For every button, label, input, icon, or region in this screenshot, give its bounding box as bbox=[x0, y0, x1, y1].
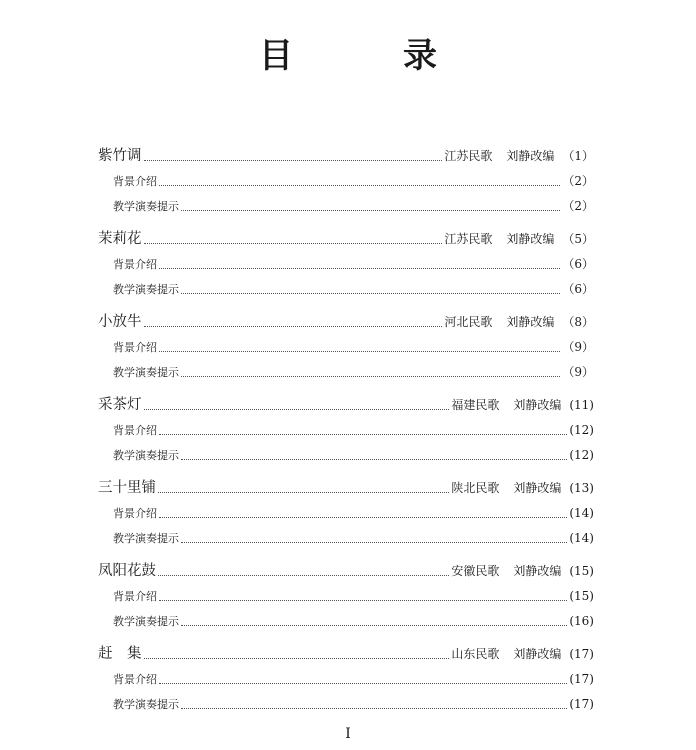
page-number: I bbox=[345, 726, 351, 742]
entry-page: (13) bbox=[569, 481, 594, 495]
leader-dots bbox=[159, 184, 560, 186]
subentry-label: 教学演奏提示 bbox=[113, 200, 179, 213]
toc-section bbox=[98, 310, 594, 385]
toc-section bbox=[98, 642, 594, 717]
leader-dots bbox=[181, 707, 567, 709]
toc-section bbox=[98, 393, 594, 468]
leader-dots bbox=[144, 325, 443, 327]
entry-source: 河北民歌 bbox=[444, 315, 493, 329]
entry-title: 紫竹调 bbox=[98, 148, 142, 164]
leader-dots bbox=[181, 375, 560, 377]
subentry-label: 教学演奏提示 bbox=[113, 366, 179, 379]
toc-subentry[interactable] bbox=[98, 252, 594, 277]
toc-subentry[interactable] bbox=[98, 335, 594, 360]
subentry-page: (12) bbox=[569, 448, 594, 462]
entry-title: 茉莉花 bbox=[98, 231, 142, 247]
entry-title: 小放牛 bbox=[98, 314, 142, 330]
subentry-page: (12) bbox=[569, 423, 594, 437]
toc-subentry[interactable] bbox=[98, 194, 594, 219]
toc-subentry[interactable] bbox=[98, 526, 594, 551]
subentry-page: (16) bbox=[569, 614, 594, 628]
leader-dots bbox=[144, 657, 450, 659]
entry-source: 江苏民歌 bbox=[444, 149, 493, 163]
entry-source: 江苏民歌 bbox=[444, 232, 493, 246]
entry-author: 刘静改编 bbox=[513, 398, 562, 412]
entry-title: 赶 集 bbox=[98, 646, 142, 662]
page-title bbox=[0, 28, 696, 77]
leader-dots bbox=[159, 267, 560, 269]
title-char-1: 目 bbox=[259, 36, 293, 76]
entry-author: 刘静改编 bbox=[506, 315, 555, 329]
subentry-label: 背景介绍 bbox=[113, 507, 157, 520]
entry-title: 凤阳花鼓 bbox=[98, 563, 156, 579]
entry-author: 刘静改编 bbox=[513, 481, 562, 495]
entry-author: 刘静改编 bbox=[506, 149, 555, 163]
entry-page: （1） bbox=[562, 149, 594, 163]
toc-subentry[interactable] bbox=[98, 418, 594, 443]
subentry-label: 教学演奏提示 bbox=[113, 698, 179, 711]
toc-subentry[interactable] bbox=[98, 360, 594, 385]
subentry-page: （2） bbox=[562, 199, 594, 213]
subentry-label: 教学演奏提示 bbox=[113, 532, 179, 545]
subentry-page: (15) bbox=[569, 589, 594, 603]
subentry-label: 教学演奏提示 bbox=[113, 283, 179, 296]
table-of-contents bbox=[98, 144, 594, 725]
subentry-label: 背景介绍 bbox=[113, 673, 157, 686]
entry-author: 刘静改编 bbox=[506, 232, 555, 246]
toc-subentry[interactable] bbox=[98, 609, 594, 634]
entry-title: 采茶灯 bbox=[98, 397, 142, 413]
subentry-page: （6） bbox=[562, 257, 594, 271]
entry-source: 山东民歌 bbox=[451, 647, 500, 661]
leader-dots bbox=[181, 541, 567, 543]
toc-entry[interactable] bbox=[98, 310, 594, 335]
subentry-page: （2） bbox=[562, 174, 594, 188]
toc-entry[interactable] bbox=[98, 227, 594, 252]
toc-section bbox=[98, 227, 594, 302]
toc-subentry[interactable] bbox=[98, 692, 594, 717]
leader-dots bbox=[159, 682, 567, 684]
subentry-label: 教学演奏提示 bbox=[113, 449, 179, 462]
subentry-page: （9） bbox=[562, 340, 594, 354]
toc-subentry[interactable] bbox=[98, 277, 594, 302]
leader-dots bbox=[144, 408, 450, 410]
subentry-page: (14) bbox=[569, 531, 594, 545]
entry-page: （5） bbox=[562, 232, 594, 246]
toc-section bbox=[98, 144, 594, 219]
leader-dots bbox=[159, 433, 567, 435]
entry-source: 福建民歌 bbox=[451, 398, 500, 412]
entry-title: 三十里铺 bbox=[98, 480, 156, 496]
toc-section bbox=[98, 559, 594, 634]
title-char-2: 录 bbox=[403, 36, 437, 76]
leader-dots bbox=[159, 516, 567, 518]
leader-dots bbox=[181, 292, 560, 294]
subentry-label: 背景介绍 bbox=[113, 258, 157, 271]
toc-subentry[interactable] bbox=[98, 667, 594, 692]
subentry-page: (17) bbox=[569, 672, 594, 686]
toc-subentry[interactable] bbox=[98, 443, 594, 468]
leader-dots bbox=[159, 599, 567, 601]
leader-dots bbox=[181, 624, 567, 626]
entry-page: (11) bbox=[569, 398, 594, 412]
toc-entry[interactable] bbox=[98, 642, 594, 667]
toc-entry[interactable] bbox=[98, 144, 594, 169]
toc-entry[interactable] bbox=[98, 559, 594, 584]
toc-subentry[interactable] bbox=[98, 169, 594, 194]
subentry-page: (14) bbox=[569, 506, 594, 520]
leader-dots bbox=[181, 458, 567, 460]
leader-dots bbox=[181, 209, 560, 211]
subentry-label: 背景介绍 bbox=[113, 590, 157, 603]
toc-section bbox=[98, 476, 594, 551]
leader-dots bbox=[144, 159, 443, 161]
toc-subentry[interactable] bbox=[98, 584, 594, 609]
subentry-label: 教学演奏提示 bbox=[113, 615, 179, 628]
entry-page: (15) bbox=[569, 564, 594, 578]
leader-dots bbox=[144, 242, 443, 244]
entry-page: (17) bbox=[569, 647, 594, 661]
entry-author: 刘静改编 bbox=[513, 647, 562, 661]
subentry-page: (17) bbox=[569, 697, 594, 711]
entry-source: 陕北民歌 bbox=[451, 481, 500, 495]
subentry-page: （6） bbox=[562, 282, 594, 296]
leader-dots bbox=[158, 574, 449, 576]
subentry-label: 背景介绍 bbox=[113, 341, 157, 354]
subentry-label: 背景介绍 bbox=[113, 175, 157, 188]
entry-page: （8） bbox=[562, 315, 594, 329]
entry-source: 安徽民歌 bbox=[451, 564, 500, 578]
leader-dots bbox=[159, 350, 560, 352]
entry-author: 刘静改编 bbox=[513, 564, 562, 578]
subentry-label: 背景介绍 bbox=[113, 424, 157, 437]
toc-entry[interactable] bbox=[98, 393, 594, 418]
leader-dots bbox=[158, 491, 449, 493]
toc-entry[interactable] bbox=[98, 476, 594, 501]
toc-subentry[interactable] bbox=[98, 501, 594, 526]
subentry-page: （9） bbox=[562, 365, 594, 379]
